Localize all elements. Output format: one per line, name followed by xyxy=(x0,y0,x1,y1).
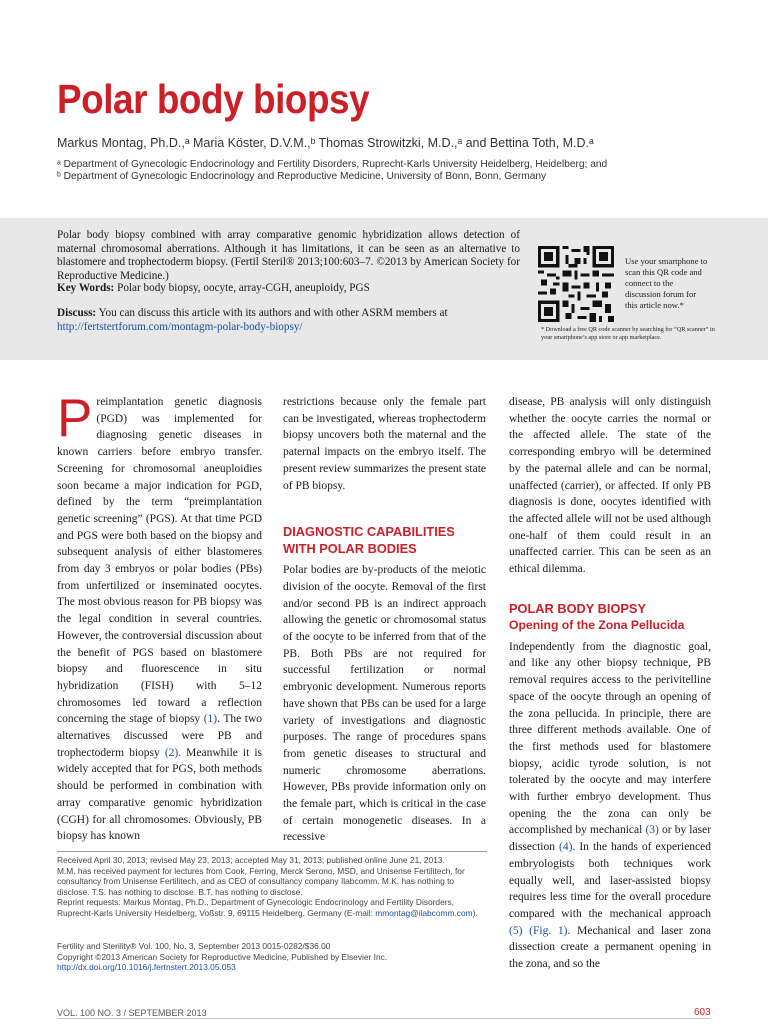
body-column-2 xyxy=(283,394,486,846)
reprint-text: Reprint requests: Markus Montag, Ph.D., Department of Gynecologic Endocrinology and Fertility Disorders, Ruprecht-Karls University Heidelberg, Voßstr. 9, 69115 Heidelberg, Germany (E-mail: xyxy=(57,897,455,918)
copyright-line: Copyright ©2013 American Society for Reproductive Medicine, Published by Elsevier Inc. xyxy=(57,951,388,962)
body-paragraph: Polar bodies are by-products of the meiotic division of the oocyte. Removal of the first and/or second PB is an indirect approach allowing the genetic or chromosomal status of the oocyte to be inferred from that of the PB. Both PBs are not required for successful fertilization or normal embryonic development. Numerous reports have shown that PBs can be used for a large variety of investigations and diagnostic purposes. The range of procedures spans from genetic diseases to structural and numeric chromosome aberrations. However, PBs provide information only on the female part, which is critical in the case of certain monogenetic diseases. In a recessive xyxy=(283,564,486,844)
doi-link[interactable]: http://dx.doi.org/10.1016/j.fertnstert.2013.05.053 xyxy=(57,962,236,973)
body-paragraph: . The two alternatives discussed were PB and trophectoderm biopsy xyxy=(57,713,263,759)
footnotes xyxy=(57,855,487,919)
body-paragraph: disease, PB analysis will only distinguish whether the oocyte carries the normal or the affected allele. The state of the corresponding embryo will be determined by the paternal allele and can be normal, unaffected (carrier), or affected. If only PB diagnosis is done, oocytes identified with the affected allele will not be used although one-half of them could result in an unaffected carrier. This can be seen as an ethical dilemma. xyxy=(509,396,711,576)
body-column-1 xyxy=(57,389,263,845)
discuss-text: You can discuss this article with its authors and with other ASRM members at xyxy=(98,307,448,319)
body-text: or by laser dissection xyxy=(509,824,712,854)
drop-cap: P xyxy=(57,389,93,448)
discuss-section xyxy=(57,306,520,334)
disclosure-note: M.M. has received payment for lectures from Cook, Ferring, Merck Serono, MSD, and Unisense Fertilitech, for consultancy from Unisense Fertilitech, and as CEO of consultancy company Ilabcomm. M.K. has nothing to disclose. T.S. has nothing to disclose. B.T. has nothing to disclose. xyxy=(57,865,465,897)
page-number: 603 xyxy=(694,1007,711,1018)
figure-link[interactable]: (Fig. 1) xyxy=(529,924,568,937)
section-heading: DIAGNOSTIC CAPABILITIES WITH POLAR BODIES xyxy=(283,524,455,557)
body-column-3 xyxy=(509,394,711,973)
keywords-label: Key Words: xyxy=(57,282,115,294)
subsection-heading: Opening of the Zona Pellucida xyxy=(509,617,685,632)
abstract-text: Polar body biopsy combined with array comparative genomic hybridization allows detection of maternal chromosomal aberrations. Although it has limitations, it can be seen as an alternative to blastomere and trophectoderm biopsy. (Fertil Steril® 2013;100:603–7. ©2013 by American Society for Reproductive Medicine.) xyxy=(57,229,520,282)
discuss-label: Discuss: xyxy=(57,307,97,319)
reference-link[interactable]: (2) xyxy=(164,746,179,759)
affiliation-b: ᵇ Department of Gynecologic Endocrinology and Reproductive Medicine, University of Bonn, Bonn, Germany xyxy=(57,171,547,182)
discuss-link[interactable]: http://fertstertforum.com/montagm-polar-body-biopsy/ xyxy=(57,321,303,333)
qr-code-icon[interactable] xyxy=(538,246,614,322)
keywords xyxy=(57,282,520,294)
received-dates: Received April 30, 2013; revised May 23, 2013; accepted May 31, 2013; published online June 21, 2013. xyxy=(57,855,445,865)
body-text: Independently from the diagnostic goal, and like any other biopsy technique, PB removal requires access to the perivitelline space of the oocyte through an opening of the zona pellucida. In principle, there are three different methods available. One of the first methods used for blastomere biopsy, acidic tyrode solution, is not tolerated by the oocyte and may interfere with further embryo development. Thus opening the the zona can only be accomplished by mechanical xyxy=(509,640,711,837)
reference-link[interactable]: (1) xyxy=(203,713,218,726)
body-text: . In the hands of experienced embryologists both techniques work equally well, and laser-assisted biopsy requires less time for the overall procedure compared with the mechanical approach xyxy=(509,841,712,920)
journal-citation: Fertility and Sterility® Vol. 100, No. 3, September 2013 0015-0282/$36.00 xyxy=(57,941,331,951)
body-paragraph: restrictions because only the female part can be investigated, whereas trophectoderm biopsy uncovers both the maternal and the paternal impacts on the embryo itself. The present review summarizes the present state of PB biopsy. xyxy=(283,396,486,492)
affiliation-a: ᵃ Department of Gynecologic Endocrinology and Fertility Disorders, Ruprecht-Karls University Heidelberg, Heidelberg; and xyxy=(57,159,608,170)
qr-footnote: * Download a free QR code scanner by searching for “QR scanner” in your smartphone’s app store or app marketplace. xyxy=(541,326,715,341)
reference-link[interactable]: (3) xyxy=(645,824,659,837)
body-text: . Mechanical and laser zona dissection create a permanent opening in the zona, and so the xyxy=(509,924,711,971)
qr-instructions: Use your smartphone to scan this QR code and connect to the discussion forum for this article now.* xyxy=(625,256,708,310)
journal-info xyxy=(57,941,487,973)
reprint-note xyxy=(57,897,487,918)
article-title: Polar body biopsy xyxy=(57,76,370,122)
keywords-value: Polar body biopsy, oocyte, array-CGH, aneuploidy, PGS xyxy=(117,282,370,294)
page-footer-volume: VOL. 100 NO. 3 / SEPTEMBER 2013 xyxy=(57,1008,207,1018)
body-paragraph: . Meanwhile it is widely accepted that for PGS, both methods should be performed in combination with array comparative genomic hybridization (CGH) for all chromosomes. Obviously, PB biopsy has known xyxy=(57,746,263,843)
footnote-divider xyxy=(57,851,487,852)
page-footer-rule xyxy=(57,1018,711,1019)
email-link[interactable]: mmontag@ilabcomm.com xyxy=(375,907,473,918)
reprint-end: ). xyxy=(472,907,478,918)
section-heading: POLAR BODY BIOPSY xyxy=(509,600,646,616)
reference-link[interactable]: (5) xyxy=(509,924,523,937)
body-paragraph xyxy=(509,639,711,973)
reference-link[interactable]: (4) xyxy=(559,841,573,854)
body-paragraph: reimplantation genetic diagnosis (PGD) was implemented for diagnosing genetic diseases in known carriers before embryo transfer. Screening for chromosomal aneuploidies soon became a major indication for PGD, defined by the term “preimplantation genetic screening” (PGS). At that time PGD and PGS were both based on the biopsy and subsequent analysis of either blastomeres from day 3 embryos or polar bodies (PBs) from unfertilized or inseminated oocytes. The most obvious reason for PB biopsy was the legal condition in several countries. However, the controversial discussion about the benefit of PGS based on blastomere biopsy and fluorescence in situ hybridization (FISH) with 5–12 chromosomes led toward a reflection concerning the stage of biopsy xyxy=(57,396,262,726)
author-list: Markus Montag, Ph.D.,ᵃ Maria Köster, D.V.M.,ᵇ Thomas Strowitzki, M.D.,ᵃ and Bettina Toth, M.D.ᵃ xyxy=(57,136,594,150)
